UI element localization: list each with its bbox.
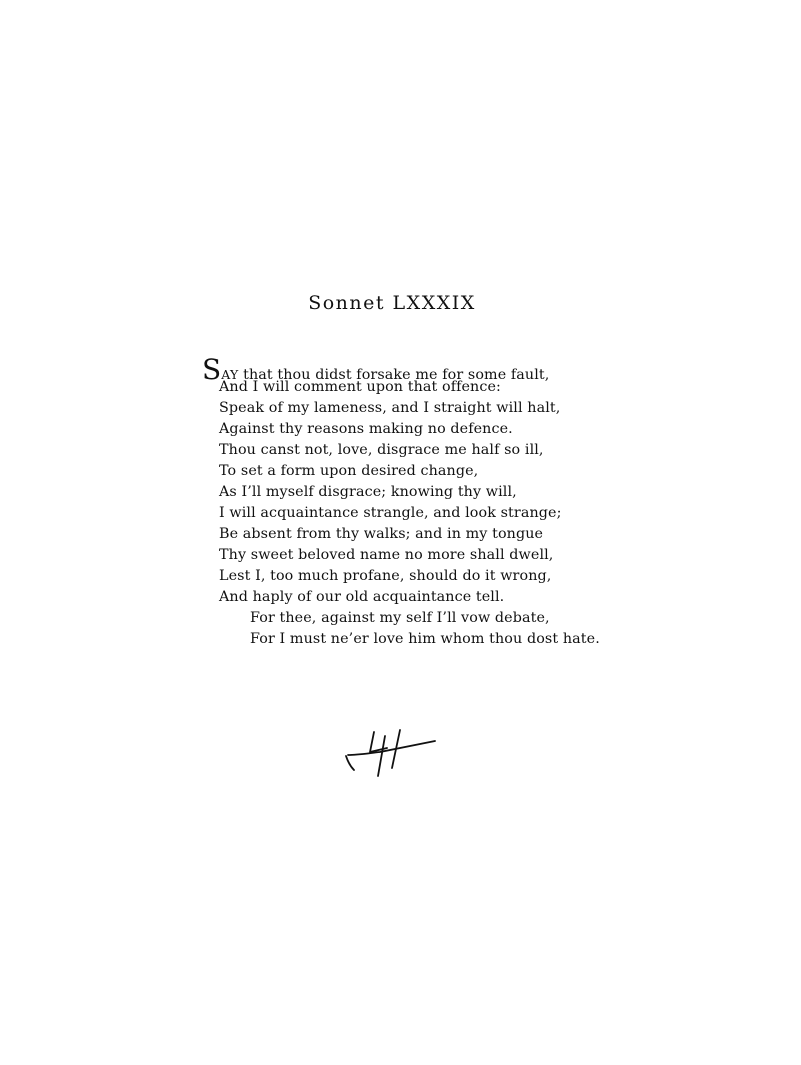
poem-line: I will acquaintance strangle, and look strange; [219, 505, 562, 521]
poem-line: Be absent from thy walks; and in my tongue [219, 526, 544, 542]
poem-line: And haply of our old acquaintance tell. [219, 589, 505, 605]
poem-line: And I will comment upon that offence: [219, 379, 501, 395]
couplet-line: For I must ne’er love him whom thou dost hate. [250, 631, 600, 647]
sonnet-body [202, 353, 762, 650]
poem-line: Against thy reasons making no defence. [219, 421, 513, 437]
poem-line: Thy sweet beloved name no more shall dwell, [219, 547, 554, 563]
drop-cap: S [202, 353, 222, 386]
small-caps-word: AY [221, 367, 239, 382]
poem-line: As I’ll myself disgrace; knowing thy will, [219, 484, 517, 500]
page-title: Sonnet LXXXIX [308, 292, 476, 314]
poem-line: Thou canst not, love, disgrace me half so ill, [219, 442, 544, 458]
couplet-line: For thee, against my self I’ll vow debate, [250, 610, 550, 626]
poem-line: To set a form upon desired change, [219, 463, 479, 479]
first-line-text: that thou didst forsake me for some fault, [238, 367, 550, 383]
handwritten-signature-icon [340, 722, 440, 778]
poem-line: Lest I, too much profane, should do it wrong, [219, 568, 552, 584]
poem-line: Speak of my lameness, and I straight will halt, [219, 400, 561, 416]
